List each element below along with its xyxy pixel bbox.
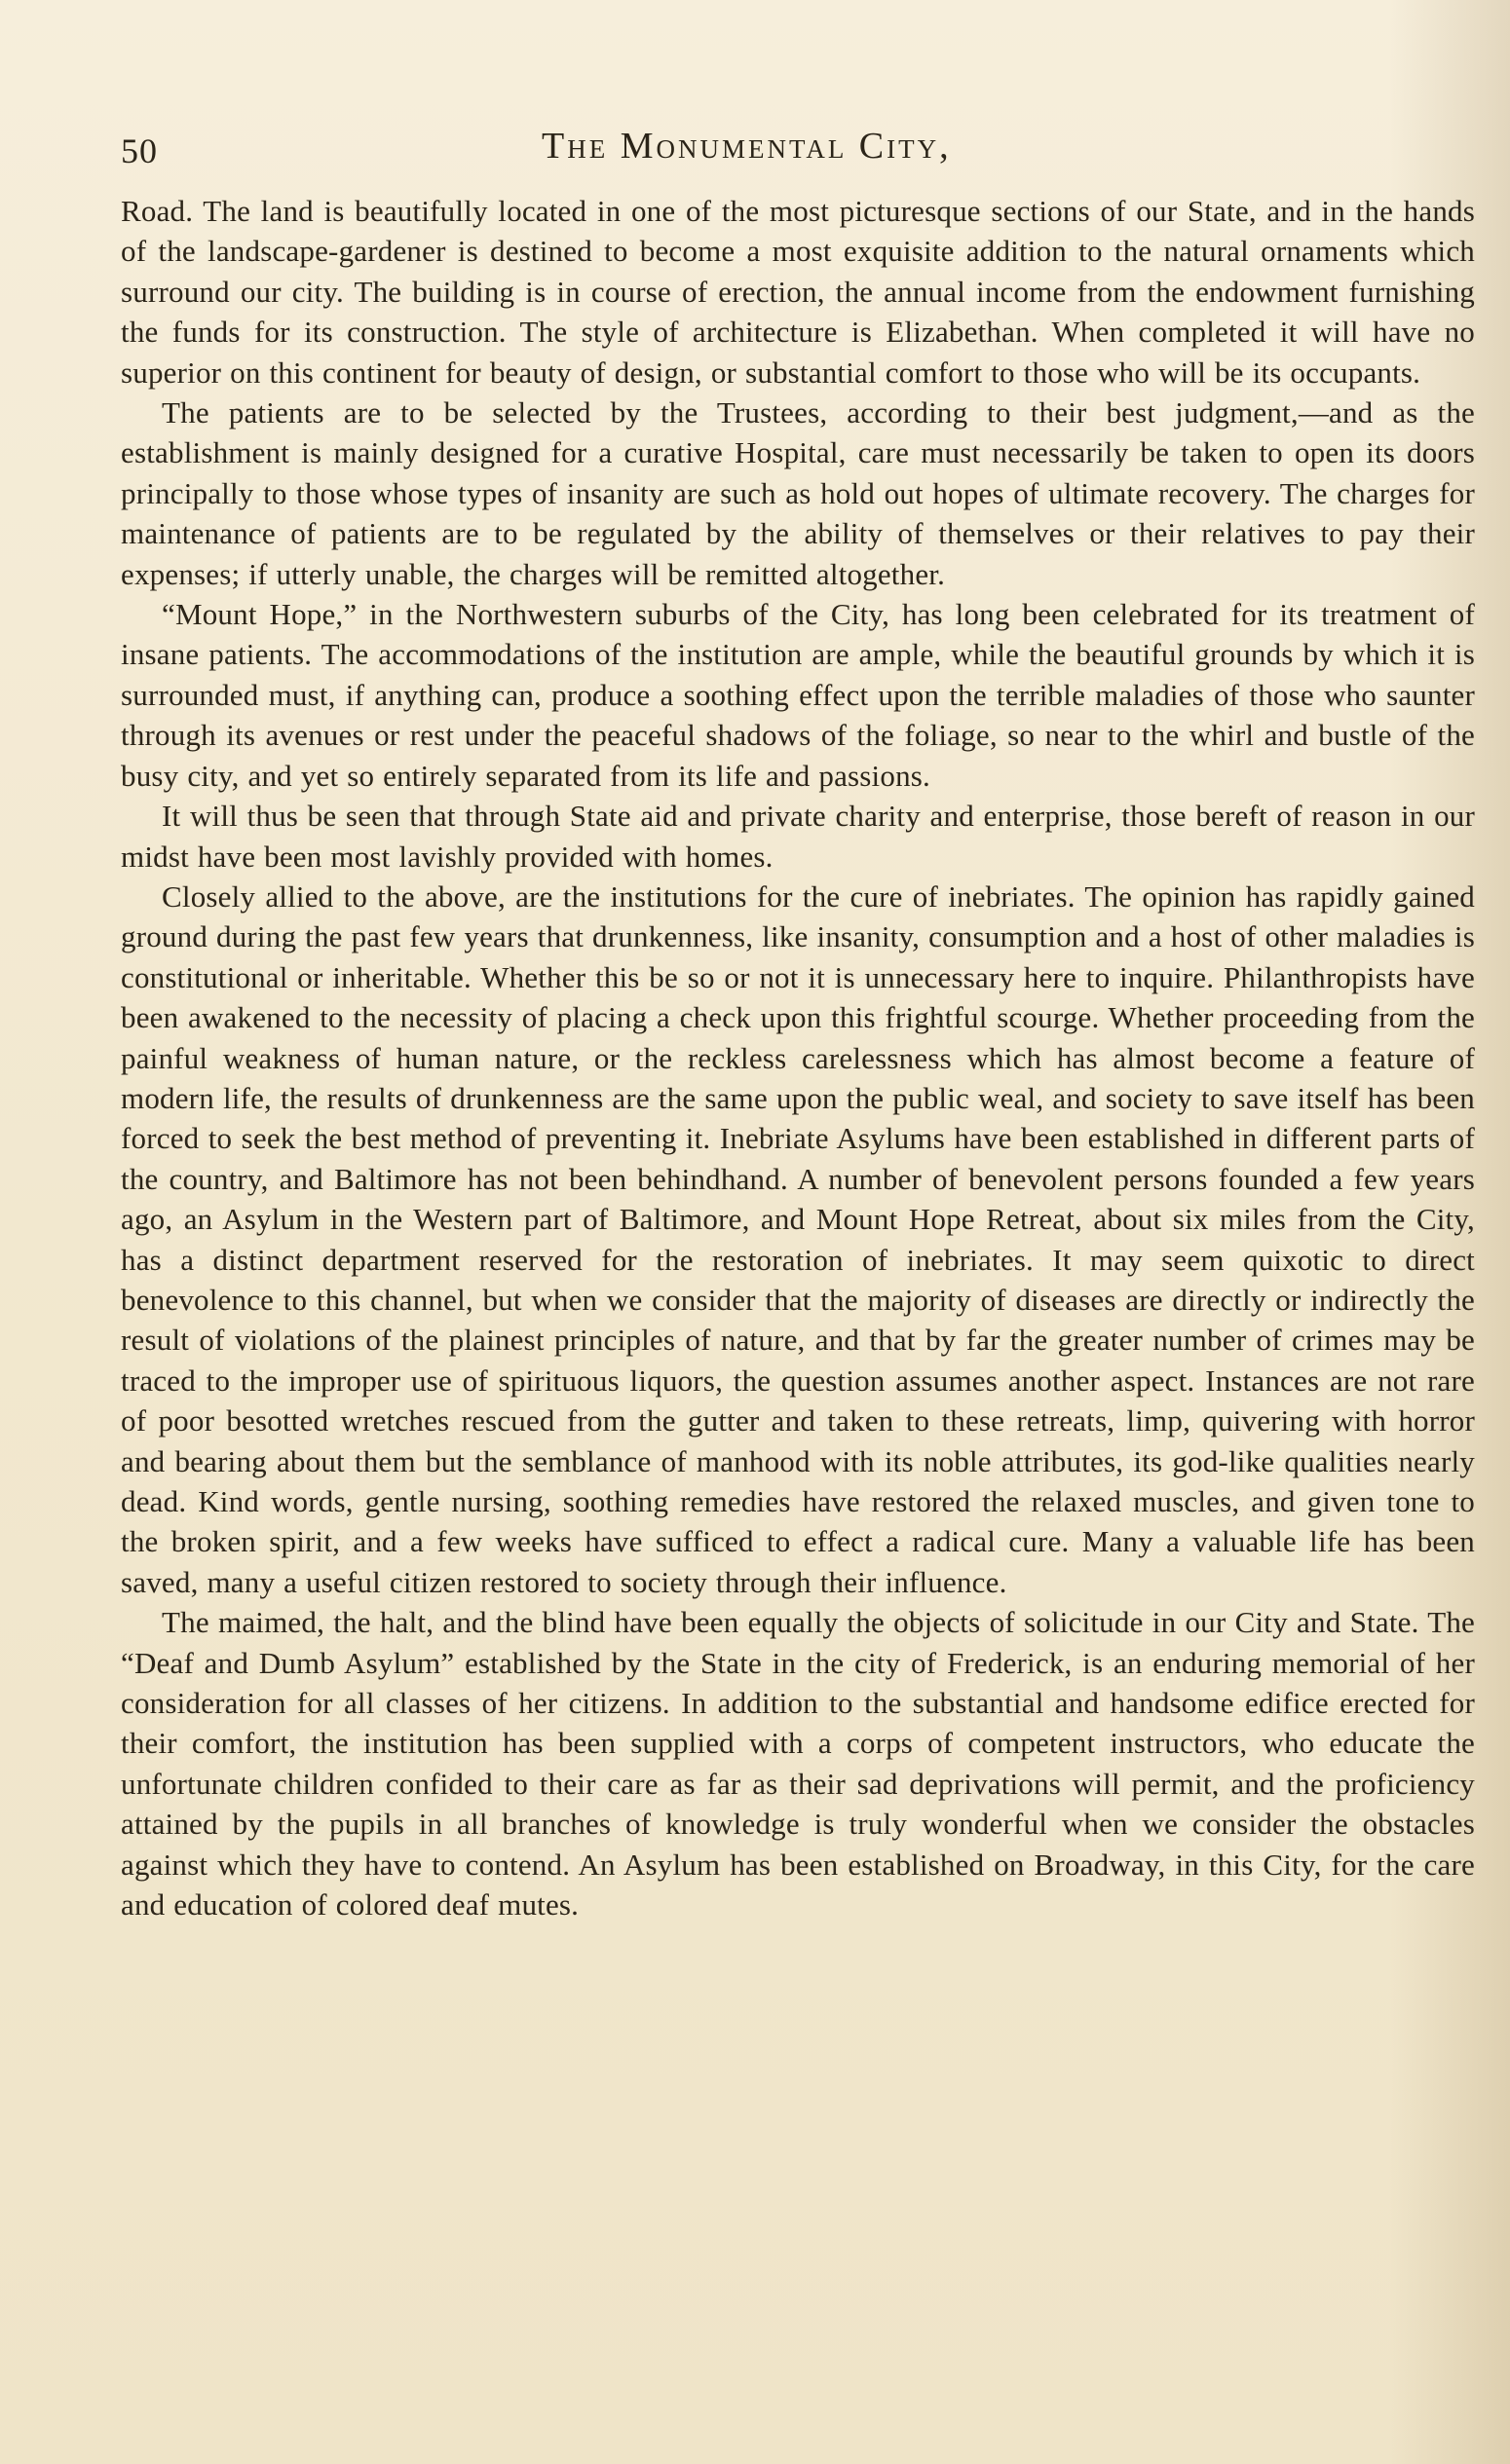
paragraph-mount-hope: “Mount Hope,” in the Northwestern suburbs of the City, has long been celebrated for its treatment of insane patients. The accommodations of the institution are ample, while the beautiful grounds by which it is surrounded must, if anything can, produce a soothing effect upon the terrible maladies of those who saunter through its avenues or rest under the peaceful shadows of the foliage, so near to the whirl and bustle of the busy city, and yet so entirely separated from its life and passions. bbox=[121, 597, 1475, 793]
paragraph-state-aid: It will thus be seen that through State aid and private charity and enterprise, those bereft of reason in our midst have been most lavishly provided with homes. bbox=[121, 799, 1475, 874]
paragraph-deaf-and-dumb: The maimed, the halt, and the blind have been equally the objects of solicitude in our City and State. The “Deaf and Dumb Asylum” established by the State in the city of Frederick, is an enduring memorial of her consideration for all classes of her citizens. In addition to the substantial and handsome edifice erected for their comfort, the institution has been supplied with a corps of competent instructors, who educate the unfortunate children confided to their care as far as their sad deprivations will permit, and the proficiency attained by the pupils in all branches of knowledge is truly wonderful when we consider the obstacles against which they have to contend. An Asylum has been established on Broadway, in this City, for the care and education of colored deaf mutes. bbox=[121, 1605, 1475, 1923]
text-body bbox=[121, 191, 1475, 1924]
paragraph-inebriates: Closely allied to the above, are the institutions for the cure of inebriates. The opinion has rapidly gained ground during the past few years that drunkenness, like insanity, consumption and a host of other maladies is constitutional or inheritable. Whether this be so or not it is unnecessary here to inquire. Philanthropists have been awakened to the necessity of placing a check upon this frightful scourge. Whether proceeding from the painful weakness of human nature, or the reckless carelessness which has almost become a feature of modern life, the results of drunkenness are the same upon the public weal, and society to save itself has been forced to seek the best method of preventing it. Inebriate Asylums have been established in different parts of the country, and Baltimore has not been behindhand. A number of benevolent persons founded a few years ago, an Asylum in the Western part of Baltimore, and Mount Hope Retreat, about six miles from the City, has a distinct department reserved for the restoration of inebriates. It may seem quixotic to direct benevolence to this channel, but when we consider that the majority of diseases are directly or indirectly the result of violations of the plainest principles of nature, and that by far the greater number of crimes may be traced to the improper use of spirituous liquors, the question assumes another aspect. Instances are not rare of poor besotted wretches rescued from the gutter and taken to these retreats, limp, quivering with horror and bearing about them but the semblance of manhood with its noble attributes, its god-like qualities nearly dead. Kind words, gentle nursing, soothing remedies have restored the relaxed muscles, and given tone to the broken spirit, and a few weeks have sufficed to effect a radical cure. Many a valuable life has been saved, many a useful citizen restored to society through their influence. bbox=[121, 878, 1475, 1599]
page-number: 50 bbox=[121, 131, 158, 170]
paragraph-continuation: Road. The land is beautifully located in one of the most picturesque sections of our State, and in the hands of the landscape-gardener is destined to become a most exquisite addition to the natural ornaments which surround our city. The building is in course of erection, the annual income from the endowment furnishing the funds for its construction. The style of architecture is Elizabethan. When completed it will have no superior on this continent for beauty of design, or substantial comfort to those who will be its occupants. bbox=[121, 194, 1475, 390]
paragraph-patients: The patients are to be selected by the Trustees, according to their best judgment,—and as the establishment is mainly designed for a curative Hospital, care must necessarily be taken to open its doors principally to those whose types of insanity are such as hold out hopes of ultimate recovery. The charges for maintenance of patients are to be regulated by the ability of themselves or their relatives to pay their expenses; if utterly unable, the charges will be remitted altogether. bbox=[121, 395, 1475, 591]
running-head bbox=[121, 125, 1378, 173]
running-title: The Monumental City, bbox=[542, 126, 952, 167]
